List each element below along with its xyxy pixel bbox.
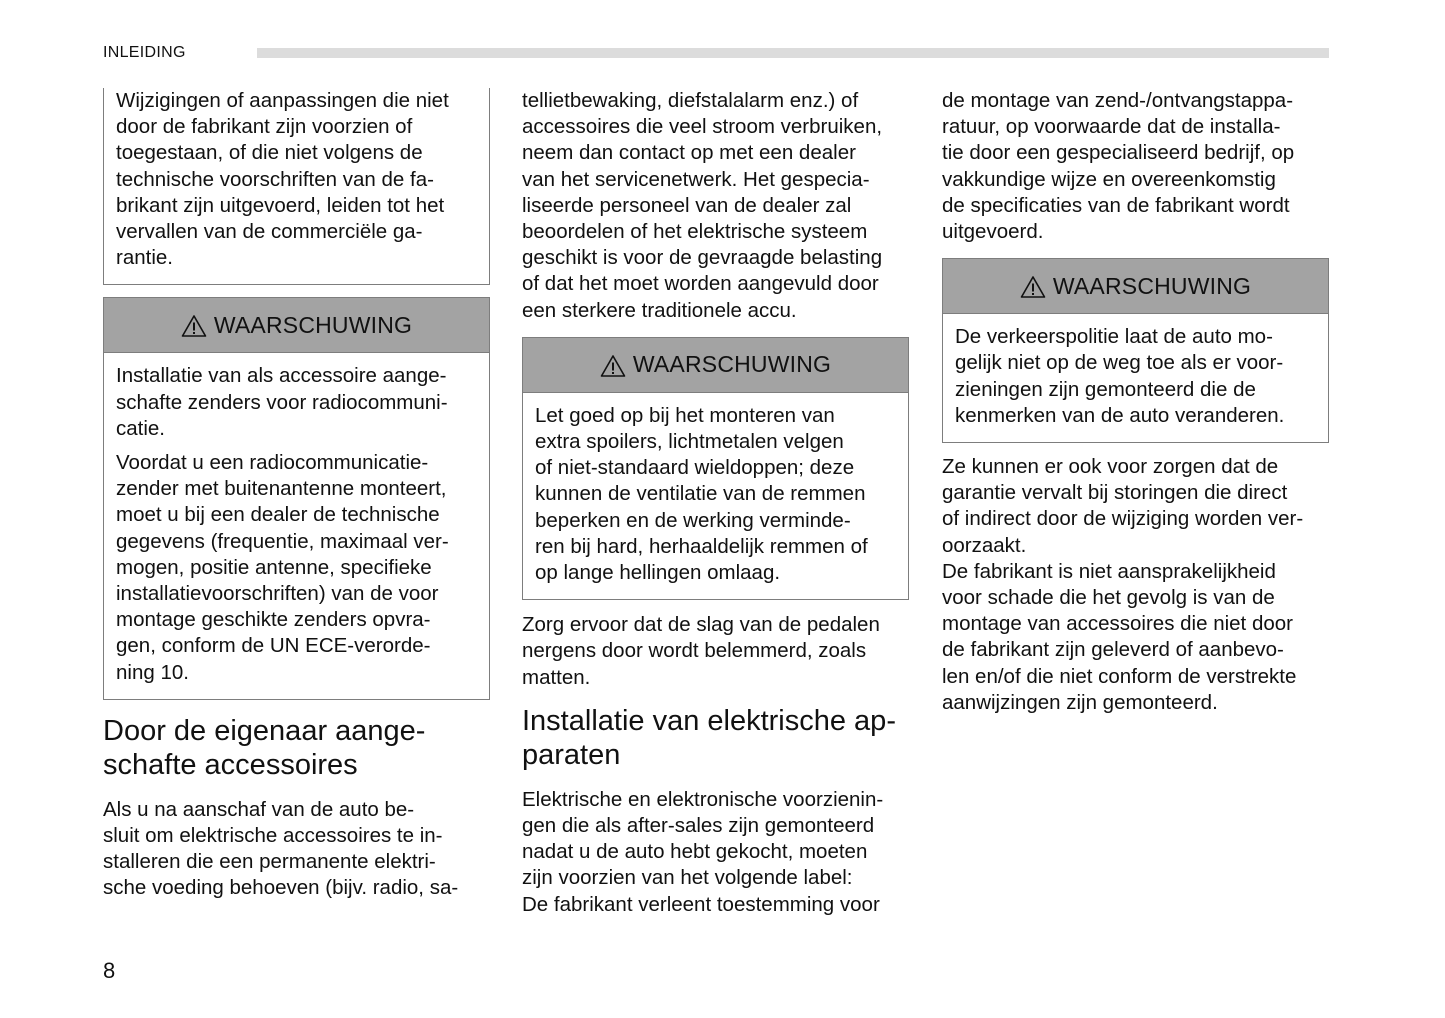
text-line: beperken en de werking verminde- <box>535 508 851 532</box>
text-line: Let goed op bij het monteren van <box>535 403 835 427</box>
text-line: uitgevoerd. <box>942 220 1044 244</box>
text-line: Voordat u een radiocommunicatie- <box>116 451 429 475</box>
text-line: de montage van zend-/ontvangstappa- <box>942 89 1294 112</box>
text-line: montage van accessoires die niet door <box>942 612 1293 636</box>
warning-box <box>103 297 490 699</box>
warning-header <box>943 259 1328 314</box>
text-line: of dat het moet worden aangevuld door <box>522 272 879 296</box>
text-line: door de fabrikant zijn voorzien of <box>116 115 413 139</box>
header-bar <box>257 48 1329 58</box>
warning-header <box>523 338 908 393</box>
column-1 <box>103 88 490 902</box>
text-line: De verkeerspolitie laat de auto mo- <box>955 325 1273 349</box>
text-line: catie. <box>116 416 165 440</box>
text-line: zijn voorzien van het volgende label: <box>522 866 853 890</box>
text-line: vervallen van de commerciële ga- <box>116 220 423 244</box>
text-line: voor schade die het gevolg is van de <box>942 586 1275 610</box>
warning-icon <box>181 314 207 338</box>
text-line: mogen, positie antenne, specifieke <box>116 555 432 579</box>
paragraph <box>522 787 909 918</box>
text-line: geschikt is voor de gevraagde belasting <box>522 246 883 270</box>
text-line: een sterkere traditionele accu. <box>522 298 797 322</box>
text-line: of indirect door de wijziging worden ver- <box>942 507 1304 531</box>
warning-text <box>116 450 477 686</box>
text-line: sche voeding behoeven (bijv. radio, sa- <box>103 876 459 900</box>
warning-text <box>116 363 477 442</box>
warning-icon <box>1020 275 1046 299</box>
text-line: ning 10. <box>116 660 189 684</box>
text-line: gelijk niet op de weg toe als er voor- <box>955 351 1284 375</box>
text-line: ratuur, op voorwaarde dat de installa- <box>942 115 1281 139</box>
text-line: garantie vervalt bij storingen die direct <box>942 481 1288 505</box>
text-line: Installatie van als accessoire aange- <box>116 364 447 388</box>
text-line: extra spoilers, lichtmetalen velgen <box>535 430 844 454</box>
text-line: Elektrische en elektronische voorzienin- <box>522 787 884 811</box>
text-line: aanwijzingen zijn gemonteerd. <box>942 690 1218 714</box>
warning-header <box>104 298 489 353</box>
warning-title: WAARSCHUWING <box>213 311 413 338</box>
text-line: stalleren die een permanente elektri- <box>103 850 436 874</box>
text-line: sluit om elektrische accessoires te in- <box>103 824 443 848</box>
text-line: of niet-standaard wieldoppen; deze <box>535 456 855 480</box>
paragraph <box>522 612 909 691</box>
text-line: montage geschikte zenders opvra- <box>116 608 431 632</box>
text-line: op lange hellingen omlaag. <box>535 561 781 585</box>
text-line: zieningen zijn gemonteerd die de <box>955 377 1256 401</box>
warning-icon <box>600 354 626 378</box>
text-line: beoordelen of het elektrische systeem <box>522 220 868 244</box>
text-line: oorzaakt. <box>942 533 1027 557</box>
text-line: gen die als after-sales zijn gemonteerd <box>522 814 875 838</box>
page-number: 8 <box>103 958 116 983</box>
text-line: neem dan contact op met een dealer <box>522 141 856 165</box>
text-line: brikant zijn uitgevoerd, leiden tot het <box>116 193 445 217</box>
text-line: Als u na aanschaf van de auto be- <box>103 797 415 821</box>
text-line: technische voorschriften van de fa- <box>116 167 434 191</box>
warning-text <box>535 403 896 586</box>
text-line: schafte zenders voor radiocommuni- <box>116 390 448 414</box>
section-label: INLEIDING <box>103 44 186 61</box>
text-line: toegestaan, of die niet volgens de <box>116 141 423 165</box>
text-line: Wijzigingen of aanpassingen die niet <box>116 89 449 112</box>
paragraph <box>942 88 1329 245</box>
text-line: moet u bij een dealer de technische <box>116 503 440 527</box>
text-line: van het servicenetwerk. Het gespecia- <box>522 167 870 191</box>
text-line: gen, conform de UN ECE-verorde- <box>116 634 431 658</box>
warning-box <box>522 337 909 600</box>
warning-title: WAARSCHUWING <box>632 351 832 378</box>
text-line: Door de eigenaar aange- <box>103 714 426 747</box>
text-line: Ze kunnen er ook voor zorgen dat de <box>942 455 1279 479</box>
paragraph <box>103 797 490 902</box>
text-line: kenmerken van de auto veranderen. <box>955 403 1285 427</box>
text-line: matten. <box>522 665 591 689</box>
text-line: De fabrikant is niet aansprakelijkheid <box>942 559 1276 583</box>
warning-box <box>942 258 1329 443</box>
text-line: gegevens (frequentie, maximaal ver- <box>116 529 449 553</box>
text-line: Installatie van elektrische ap- <box>522 704 896 737</box>
text-line: accessoires die veel stroom verbruiken, <box>522 115 883 139</box>
text-line: nadat u de auto hebt gekocht, moeten <box>522 840 868 864</box>
warning-text <box>955 324 1316 429</box>
text-line: kunnen de ventilatie van de remmen <box>535 482 866 506</box>
text-line: zender met buitenantenne monteert, <box>116 477 447 501</box>
paragraph <box>942 454 1329 716</box>
text-line: vakkundige wijze en overeenkomstig <box>942 167 1276 191</box>
section-heading <box>103 714 490 782</box>
column-3 <box>942 88 1329 716</box>
text-line: tie door een gespecialiseerd bedrijf, op <box>942 141 1295 165</box>
warning-title: WAARSCHUWING <box>1052 272 1252 299</box>
text-line: nergens door wordt belemmerd, zoals <box>522 639 867 663</box>
text-line: Zorg ervoor dat de slag van de pedalen <box>522 613 880 637</box>
section-heading <box>522 704 909 772</box>
text-line: ren bij hard, herhaaldelijk remmen of <box>535 534 868 558</box>
column-2 <box>522 88 909 918</box>
text-line: De fabrikant verleent toestemming voor <box>522 892 880 916</box>
text-line: liseerde personeel van de dealer zal <box>522 193 852 217</box>
text-line: len en/of die niet conform de verstrekte <box>942 664 1297 688</box>
note-text <box>116 88 477 271</box>
text-line: tellietbewaking, diefstalalarm enz.) of <box>522 89 859 112</box>
text-line: installatievoorschriften) van de voor <box>116 582 439 606</box>
note-box <box>103 88 490 285</box>
text-line: de specificaties van de fabrikant wordt <box>942 193 1290 217</box>
text-line: paraten <box>522 738 621 771</box>
text-line: de fabrikant zijn geleverd of aanbevo- <box>942 638 1284 662</box>
text-line: schafte accessoires <box>103 748 358 781</box>
paragraph <box>522 88 909 324</box>
text-line: rantie. <box>116 246 173 270</box>
